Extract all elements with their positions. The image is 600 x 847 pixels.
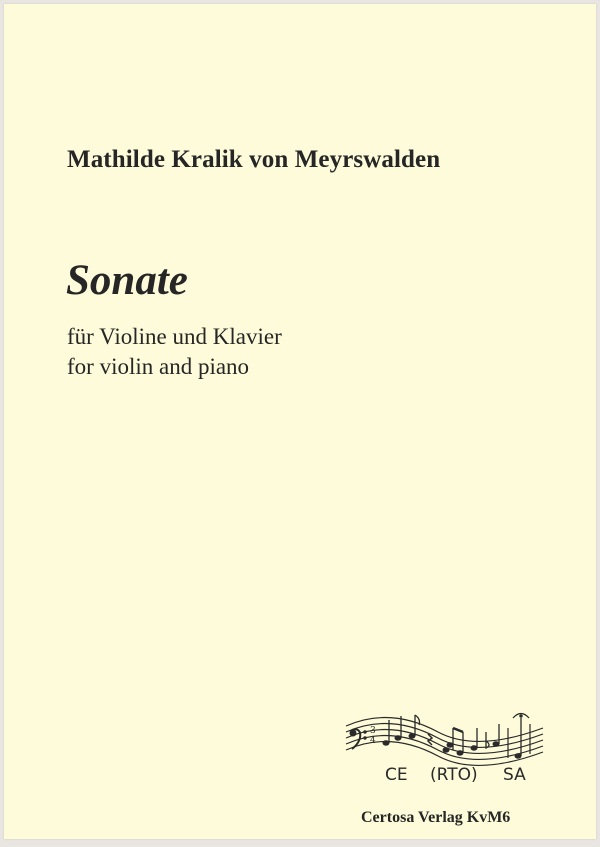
publisher-catalog-line: Certosa Verlag KvM6 bbox=[361, 809, 511, 826]
work-title: Sonate bbox=[66, 257, 188, 304]
svg-text:4: 4 bbox=[370, 736, 376, 746]
subtitle-german: für Violine und Klavier bbox=[67, 324, 282, 349]
subtitle-english: for violin and piano bbox=[67, 354, 250, 379]
logo-text-rto: (RTO) bbox=[430, 765, 478, 785]
svg-text:3: 3 bbox=[370, 726, 376, 736]
logo-text-sa: SA bbox=[503, 765, 526, 785]
logo-text-ce: CE bbox=[385, 765, 408, 785]
score-cover-page bbox=[4, 4, 596, 839]
publisher-logo bbox=[340, 706, 546, 788]
composer-name: Mathilde Kralik von Meyrswalden bbox=[67, 146, 441, 173]
